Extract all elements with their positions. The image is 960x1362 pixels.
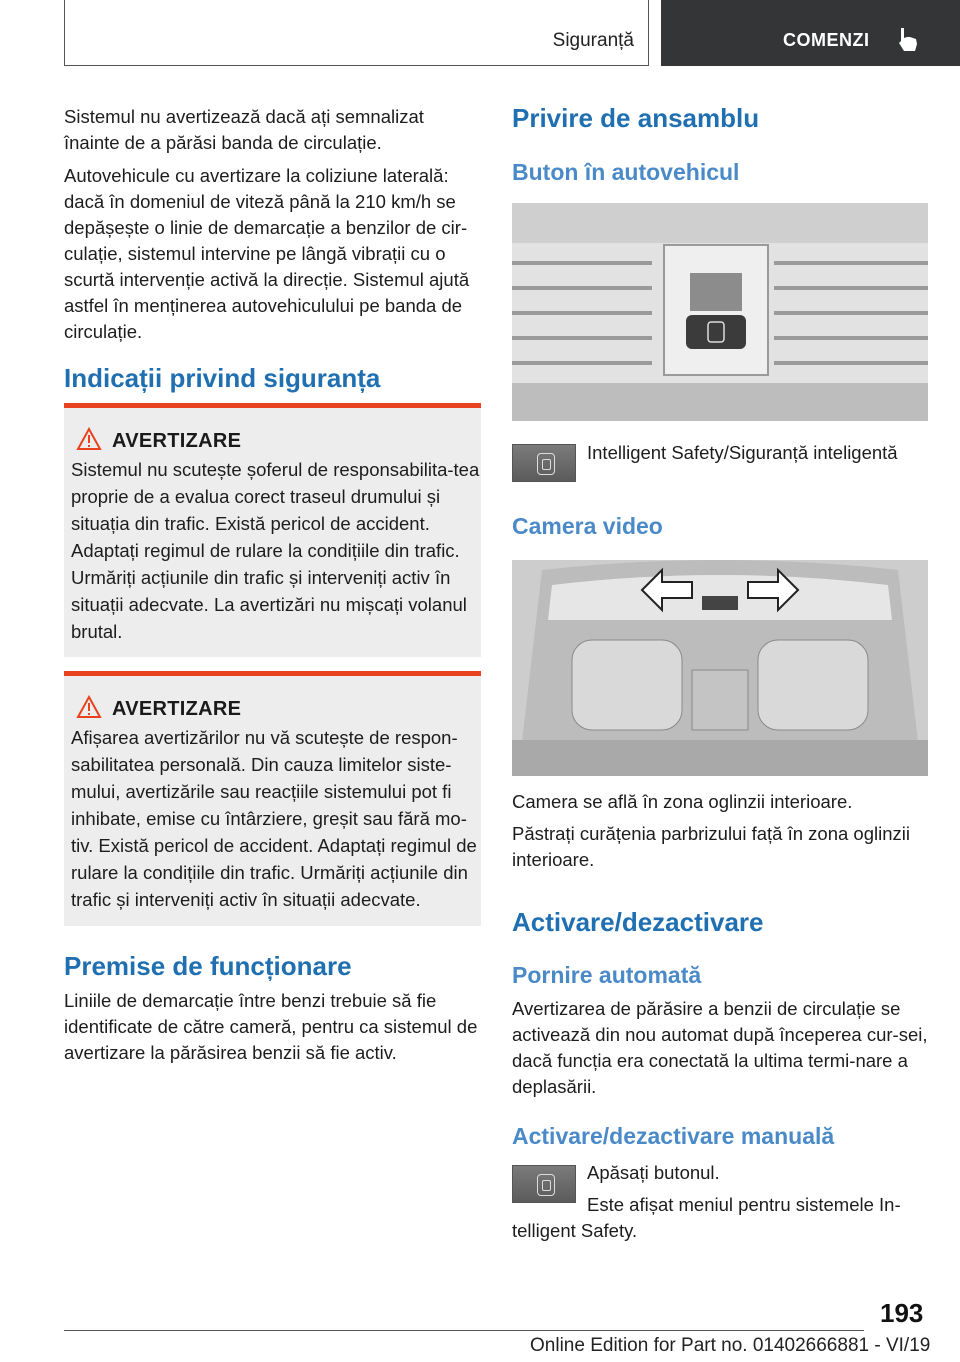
header-section-box: [64, 0, 649, 66]
heading-manual-activation: Activare/dezactivare manuală: [512, 1123, 835, 1149]
warning-triangle-icon: [76, 695, 102, 719]
paragraph-camera-location: Camera se află în zona oglinzii interioare.: [512, 791, 853, 812]
header-chapter-tab[interactable]: [661, 0, 960, 66]
paragraph-camera-clean: Păstrați curățenia parbrizului față în zona oglinzii interioare.: [512, 823, 910, 870]
warning-title-2: AVERTIZARE: [112, 698, 242, 720]
warning-text-1: Sistemul nu scutește șoferul de responsabilita‐tea proprie de a evalua corect traseul drumului și situația din trafic. Există pericol de accident. Adaptați regimul de rulare la condițiile din trafic. Urmăriți acțiunile din trafic și interveniți activ în situații adecvate. La avertizări nu mișcați volanul brutal.: [71, 459, 480, 642]
footer-divider: [64, 1330, 864, 1331]
heading-activation: Activare/dezactivare: [512, 907, 764, 937]
paragraph-prerequisites: Liniile de demarcație între benzi trebuie să fie identificate de către cameră, pentru ca sistemul de avertizare la părăsirea benzii să fie activ.: [64, 990, 478, 1063]
warning-title-1: AVERTIZARE: [112, 430, 242, 452]
header-section-title: Siguranță: [552, 30, 634, 51]
heading-camera: Camera video: [512, 513, 663, 539]
caption-intelligent-safety: Intelligent Safety/Siguranță inteligentă: [587, 442, 898, 463]
heading-button-in-car: Buton în autovehicul: [512, 159, 740, 185]
button-photo: [512, 203, 928, 421]
heading-auto-start: Pornire automată: [512, 962, 702, 988]
warning-box-1: [64, 403, 481, 657]
warning-text-2: Afișarea avertizărilor nu vă scutește de respon‐sabilitatea personală. Din cauza limitelor siste‐mului, avertizările sau reacțiile sistemului pot fi inhibate, emise cu întârziere, greșit sau fără mo‐tiv. Există pericol de accident. Adaptați regimul de rulare la condițiile din trafic. Urmăriți acțiunile din trafic și interveniți activ în situații adecvate.: [71, 727, 477, 910]
paragraph-auto-start: Avertizarea de părăsire a benzii de circulație se activează din nou automat după începerea cur‐sei, dacă funcția era conectată la ultima termi‐nare a deplasării.: [512, 998, 928, 1097]
heading-safety-notes: Indicații privind siguranța: [64, 363, 381, 393]
paragraph-signal: Sistemul nu avertizează dacă ați semnalizat înainte de a părăsi banda de circulație.: [64, 106, 424, 153]
paragraph-side-collision: Autovehicule cu avertizare la coliziune laterală: dacă în domeniul de viteză până la 210 km/h se depășește o linie de demarcație a benzilor de cir‐culație, sistemul intervine pe lângă vibrații cu o scurtă intervenție activă la direcție. Sistemul ajută astfel în menținerea autovehiculului pe banda de circulație.: [64, 165, 470, 342]
page-number: 193: [880, 1298, 924, 1328]
paragraph-menu-displayed: Este afișat meniul pentru sistemele In‐telligent Safety.: [512, 1194, 901, 1241]
warning-triangle-icon: [76, 427, 102, 451]
header-chapter-title: COMENZI: [783, 30, 870, 50]
camera-photo: [512, 560, 928, 776]
edition-note: Online Edition for Part no. 01402666881 - VI/19: [530, 1335, 931, 1356]
warning-box-2: [64, 671, 481, 926]
pointing-hand-icon: [895, 26, 921, 54]
paragraph-press-button: Apăsați butonul.: [587, 1162, 720, 1183]
car-interior-illustration: [512, 560, 928, 776]
dashboard-vent-illustration: [512, 203, 928, 421]
heading-overview: Privire de ansamblu: [512, 103, 760, 133]
heading-prerequisites: Premise de funcționare: [64, 951, 352, 981]
intelligent-safety-button-icon: [512, 444, 576, 482]
left-intro: [64, 104, 481, 352]
